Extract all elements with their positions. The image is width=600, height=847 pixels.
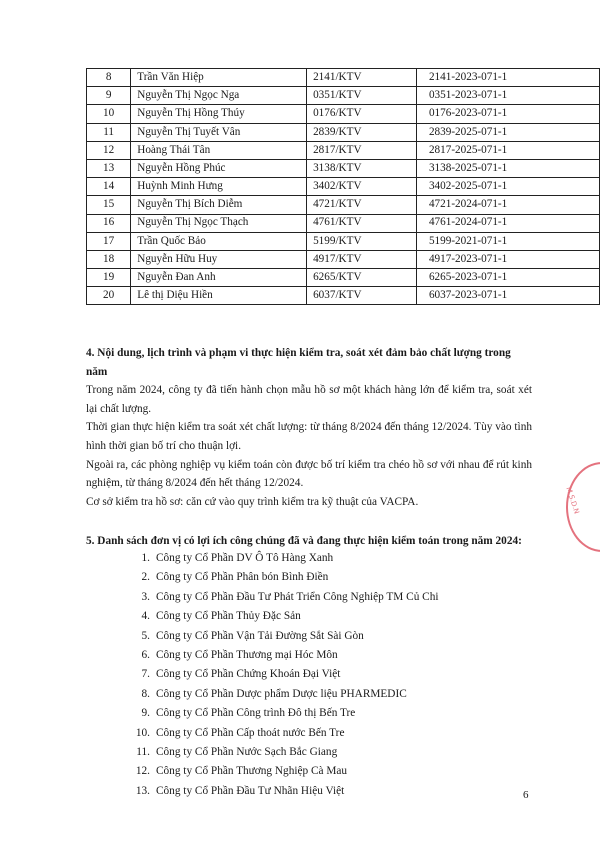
company-name: Công ty Cổ Phần Thương Nghiệp Cà Mau — [156, 765, 348, 778]
list-number: 5. — [141, 629, 150, 642]
company-stamp — [566, 462, 600, 552]
table-row — [87, 141, 600, 159]
registration-number: 4761-2024-071-1 — [416, 214, 599, 232]
company-name: Công ty Cổ Phần DV Ô Tô Hàng Xanh — [156, 552, 334, 564]
table-row — [87, 287, 600, 305]
section-4-paragraph: Trong năm 2024, công ty đã tiến hành chọn mẫu hồ sơ một khách hàng lớn để kiểm tra, soát xét lại chất lượng. — [86, 384, 532, 415]
section-5-title: 5. Danh sách đơn vị có lợi ích công chúng đã và đang thực hiện kiểm toán trong năm 2024: — [86, 535, 522, 547]
row-number: 20 — [87, 287, 131, 305]
row-number: 19 — [87, 269, 131, 287]
section-4-paragraph: Cơ sở kiểm tra hồ sơ: căn cứ vào quy trình kiểm tra kỹ thuật của VACPA. — [86, 495, 419, 508]
company-name: Công ty Cổ Phần Vận Tải Đường Sắt Sài Gòn — [156, 629, 364, 642]
auditor-name: Nguyễn Thị Ngọc Nga — [131, 87, 307, 105]
auditor-name: Trần Quốc Bảo — [131, 232, 307, 250]
auditor-name: Huỳnh Minh Hưng — [131, 178, 307, 196]
section-5 — [86, 532, 532, 551]
list-item — [122, 627, 439, 646]
table-row — [87, 178, 600, 196]
section-4-title: 4. Nội dung, lịch trình và phạm vi thực hiện kiểm tra, soát xét đảm bảo chất lượng trong năm — [86, 347, 511, 378]
list-item — [122, 685, 439, 704]
list-item — [122, 549, 439, 568]
section-4-paragraph: Thời gian thực hiện kiểm tra soát xét chất lượng: từ tháng 8/2024 đến tháng 12/2024. Tùy vào tình hình thời gian bố trí cho thuận lợi. — [86, 421, 532, 452]
list-item — [122, 724, 439, 743]
company-name: Công ty Cổ Phần Đầu Tư Nhãn Hiệu Việt — [156, 784, 345, 797]
certificate-number: 4917/KTV — [307, 250, 417, 268]
company-name: Công ty Cổ Phần Thủy Đặc Sản — [156, 610, 301, 623]
certificate-number: 0351/KTV — [307, 87, 417, 105]
company-name: Công ty Cổ Phần Đầu Tư Phát Triển Công Nghiệp TM Củ Chi — [156, 590, 439, 603]
auditor-name: Hoàng Thái Tân — [131, 141, 307, 159]
list-number: 9. — [141, 707, 150, 720]
company-name: Công ty Cổ Phần Nước Sạch Bắc Giang — [156, 745, 338, 758]
list-item — [122, 588, 439, 607]
list-number: 6. — [141, 648, 150, 661]
section-4-paragraph: Ngoài ra, các phòng nghiệp vụ kiểm toán còn được bố trí kiểm tra chéo hồ sơ với nhau để rút kinh nghiệm, từ tháng 8/2024 đến hết tháng 12/2024. — [86, 458, 532, 490]
company-name: Công ty Cổ Phần Cấp thoát nước Bến Tre — [156, 726, 345, 739]
certificate-number: 4761/KTV — [307, 214, 417, 232]
auditor-name: Nguyễn Thị Ngọc Thạch — [131, 214, 307, 232]
certificate-number: 6037/KTV — [307, 287, 417, 305]
row-number: 8 — [87, 69, 131, 87]
table-row — [87, 87, 600, 105]
auditor-name: Lê thị Diệu Hiền — [131, 287, 307, 305]
auditor-name: Nguyễn Thị Bích Diễm — [131, 196, 307, 214]
table-row — [87, 69, 600, 87]
row-number: 17 — [87, 232, 131, 250]
list-number: 3. — [141, 590, 150, 603]
registration-number: 3138-2025-071-1 — [416, 159, 599, 177]
table-row — [87, 232, 600, 250]
auditor-name: Nguyễn Đan Anh — [131, 269, 307, 287]
table-row — [87, 196, 600, 214]
auditor-name: Nguyễn Thị Tuyết Vân — [131, 123, 307, 141]
certificate-number: 4721/KTV — [307, 196, 417, 214]
table-row — [87, 250, 600, 268]
list-number: 8. — [141, 687, 150, 700]
row-number: 9 — [87, 87, 131, 105]
row-number: 11 — [87, 123, 131, 141]
list-item — [122, 646, 439, 665]
registration-number: 3402-2025-071-1 — [416, 178, 599, 196]
company-name: Công ty Cổ Phần Chứng Khoán Đại Việt — [156, 668, 341, 681]
company-name: Công ty Cổ Phần Thương mại Hóc Môn — [156, 648, 338, 661]
registration-number: 0176-2023-071-1 — [416, 105, 599, 123]
list-number: 4. — [141, 610, 150, 623]
list-item — [122, 782, 439, 801]
certificate-number: 3402/KTV — [307, 178, 417, 196]
row-number: 10 — [87, 105, 131, 123]
auditor-name: Nguyễn Hồng Phúc — [131, 159, 307, 177]
certificate-number: 2839/KTV — [307, 123, 417, 141]
registration-number: 4917-2023-071-1 — [416, 250, 599, 268]
list-item — [122, 743, 439, 762]
row-number: 14 — [87, 178, 131, 196]
auditor-name: Nguyễn Thị Hồng Thúy — [131, 105, 307, 123]
table-row — [87, 214, 600, 232]
company-name: Công ty Cổ Phần Công trình Đô thị Bến Tre — [156, 707, 356, 720]
list-number: 12. — [135, 765, 150, 778]
table-row — [87, 159, 600, 177]
company-list — [122, 549, 439, 801]
registration-number: 0351-2023-071-1 — [416, 87, 599, 105]
list-number: 2. — [141, 571, 150, 584]
table-row — [87, 123, 600, 141]
page-number: 6 — [523, 789, 529, 801]
list-item — [122, 568, 439, 587]
registration-number: 2839-2025-071-1 — [416, 123, 599, 141]
list-number: 1. — [141, 552, 150, 564]
list-number: 7. — [141, 668, 150, 681]
row-number: 12 — [87, 141, 131, 159]
list-item — [122, 704, 439, 723]
stamp-text: M.S.D.N — [564, 486, 581, 515]
list-item — [122, 665, 439, 684]
certificate-number: 3138/KTV — [307, 159, 417, 177]
registration-number: 2141-2023-071-1 — [416, 69, 599, 87]
list-number: 13. — [135, 784, 150, 797]
list-number: 10. — [135, 726, 150, 739]
row-number: 16 — [87, 214, 131, 232]
registration-number: 6265-2023-071-1 — [416, 269, 599, 287]
company-name: Công ty Cổ Phần Dược phẩm Dược liệu PHARMEDIC — [156, 687, 407, 700]
list-number: 11. — [136, 745, 150, 758]
certificate-number: 5199/KTV — [307, 232, 417, 250]
table-row — [87, 105, 600, 123]
registration-number: 6037-2023-071-1 — [416, 287, 599, 305]
registration-number: 5199-2021-071-1 — [416, 232, 599, 250]
registration-number: 4721-2024-071-1 — [416, 196, 599, 214]
certificate-number: 2817/KTV — [307, 141, 417, 159]
row-number: 13 — [87, 159, 131, 177]
list-item — [122, 607, 439, 626]
table-row — [87, 269, 600, 287]
auditor-name: Trần Văn Hiệp — [131, 69, 307, 87]
auditor-table — [86, 68, 600, 305]
row-number: 15 — [87, 196, 131, 214]
registration-number: 2817-2025-071-1 — [416, 141, 599, 159]
company-name: Công ty Cổ Phần Phân bón Bình Điền — [156, 571, 329, 584]
section-4 — [86, 344, 532, 511]
auditor-name: Nguyễn Hữu Huy — [131, 250, 307, 268]
certificate-number: 0176/KTV — [307, 105, 417, 123]
certificate-number: 2141/KTV — [307, 69, 417, 87]
row-number: 18 — [87, 250, 131, 268]
list-item — [122, 762, 439, 781]
certificate-number: 6265/KTV — [307, 269, 417, 287]
